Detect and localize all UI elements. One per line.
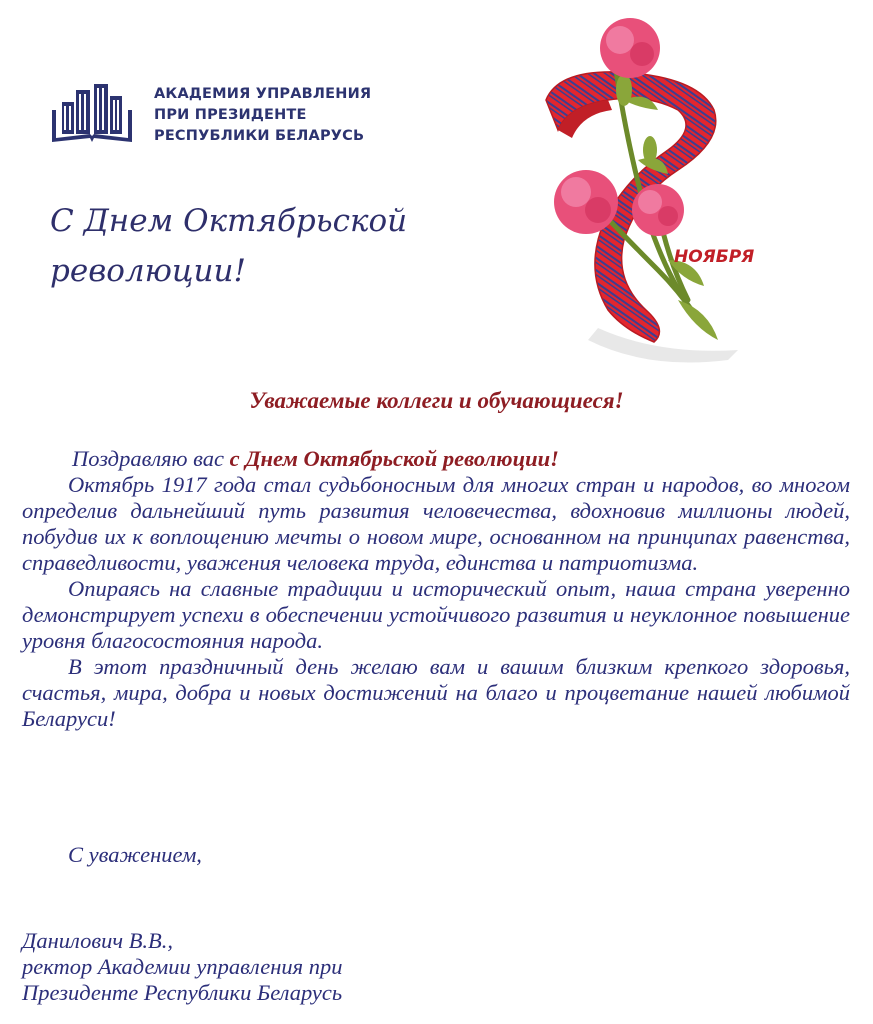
signature-block — [22, 928, 342, 1006]
letter-paragraph-1 — [22, 446, 850, 472]
letter-paragraph-3: Опираясь на славные традиции и исторический опыт, наша страна уверенно демонстрирует успехи в обеспечении устойчивого развития и неуклонное повышение уровня благосостояния народа. — [22, 576, 850, 653]
signature-name: Данилович В.В., — [22, 928, 174, 953]
carnations-ribbon-icon — [528, 10, 758, 372]
academy-name-line1: АКАДЕМИЯ УПРАВЛЕНИЯ — [154, 86, 372, 102]
academy-name-line3: РЕСПУБЛИКИ БЕЛАРУСЬ — [154, 128, 365, 144]
academy-building-book-icon — [50, 80, 134, 144]
letter-regards: С уважением, — [68, 842, 202, 867]
academy-logo — [50, 80, 390, 150]
academy-name-line2: ПРИ ПРЕЗИДЕНТЕ — [154, 107, 307, 123]
page-title-line2: революции! — [50, 253, 246, 289]
letter-body — [22, 446, 850, 732]
paragraph-1-accent: с Днем Октябрьской революции! — [229, 446, 559, 471]
page-title-line1: С Днем Октябрьской — [50, 203, 408, 239]
signature-title-line2: Президенте Республики Беларусь — [22, 980, 343, 1005]
letter-paragraph-2: Октябрь 1917 года стал судьбоносным для многих стран и народов, во многом определив дальнейший путь развития человечества, вдохновив миллионы людей, побудив их к воплощению мечты о новом мире, основанном на принципах равенства, справедливости, уважения человека труда, единства и патриотизма. — [22, 472, 850, 575]
signature-title-line1: ректор Академии управления при — [22, 954, 343, 979]
card-date-label: НОЯБРЯ — [674, 247, 755, 267]
paragraph-1-prefix: Поздравляю вас — [72, 446, 230, 471]
letter-greeting: Уважаемые коллеги и обучающиеся! — [249, 388, 624, 413]
letter-paragraph-4: В этот праздничный день желаю вам и вашим близким крепкого здоровья, счастья, мира, добра и новых достижений на благо и процветание нашей любимой Беларуси! — [22, 654, 850, 731]
academy-name — [154, 84, 371, 147]
page-title — [50, 196, 490, 296]
